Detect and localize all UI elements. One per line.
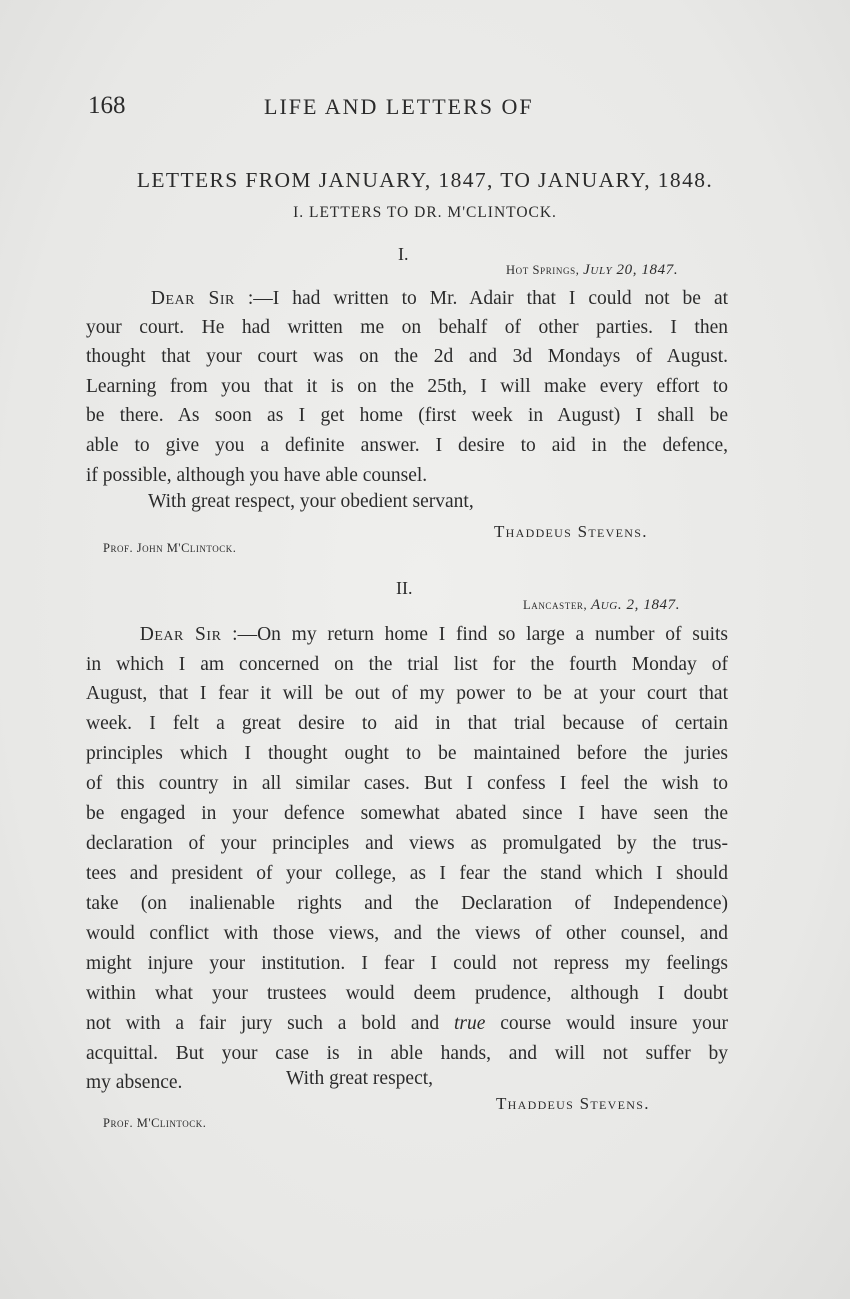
letter-1-line-6: able to give you a definite answer. I desire to aid in the defence, xyxy=(86,435,728,456)
letter-2-line-8: declaration of your principles and views as promulgated by the trus- xyxy=(86,833,728,854)
letter-2-numeral: II. xyxy=(396,578,413,598)
letter-1-line-4: Learning from you that it is on the 25th, I will make every effort to xyxy=(86,376,728,397)
letter-2-line-4: week. I felt a great desire to aid in that trial because of certain xyxy=(86,713,728,734)
letter-2-line-9: tees and president of your college, as I fear the stand which I should xyxy=(86,863,728,884)
letter-1-line-3: thought that your court was on the 2d and 3d Mondays of August. xyxy=(86,346,728,367)
letter-2-line-13: within what your trustees would deem prudence, although I doubt xyxy=(86,983,728,1004)
letter-1-place: Hot Springs, xyxy=(506,263,580,277)
letter-1-line-2: your court. He had written me on behalf of other parties. I then xyxy=(86,317,728,338)
letter-2-line-1: Dear Sir :—On my return home I find so large a number of suits xyxy=(139,624,729,645)
letter-2-line-10: take (on inalienable rights and the Declaration of Independence) xyxy=(86,893,728,914)
running-head: LIFE AND LETTERS OF xyxy=(264,94,534,119)
page-number: 168 xyxy=(88,92,126,119)
letter-1-line-7: if possible, although you have able counsel. xyxy=(86,465,428,486)
sub-title: I. LETTERS TO DR. M'CLINTOCK. xyxy=(293,204,557,221)
letter-2-dateline xyxy=(523,597,680,614)
letter-2-line-11: would conflict with those views, and the views of other counsel, and xyxy=(86,923,728,944)
letter-2-line-5: principles which I thought ought to be maintained before the juries xyxy=(86,743,728,764)
letter-1-dateline xyxy=(506,262,678,279)
letter-2-line-14: not with a fair jury such a bold and true course would insure your xyxy=(86,1013,728,1034)
letter-1-closing: With great respect, your obedient servant, xyxy=(148,491,474,512)
letter-1-addressee: Prof. John M'Clintock. xyxy=(103,541,237,555)
letter-2-line-6: of this country in all similar cases. But I confess I feel the wish to xyxy=(86,773,728,794)
letter-2-place: Lancaster, xyxy=(523,598,588,612)
emphasis-true: true xyxy=(453,1013,486,1034)
letter-2-signature: Thaddeus Stevens. xyxy=(496,1094,650,1113)
letter-1-numeral: I. xyxy=(398,244,409,264)
letter-2-addressee: Prof. M'Clintock. xyxy=(103,1116,207,1130)
letter-1-signature: Thaddeus Stevens. xyxy=(494,522,648,541)
letter-2-line-7: be engaged in your defence somewhat abated since I have seen the xyxy=(86,803,728,824)
letter-2-line-3: August, that I fear it will be out of my power to be at your court that xyxy=(86,683,728,704)
letter-2-line-15: acquittal. But your case is in able hands, and will not suffer by xyxy=(86,1043,728,1064)
letter-1-line-5: be there. As soon as I get home (first week in August) I shall be xyxy=(86,405,728,426)
letter-2-line-16: my absence. xyxy=(86,1072,183,1093)
letter-2-line-2: in which I am concerned on the trial list for the fourth Monday of xyxy=(86,654,728,675)
letter-2-date: Aug. 2, 1847. xyxy=(591,597,681,613)
letter-1-salutation: Dear Sir xyxy=(150,288,235,309)
letter-2-salutation: Dear Sir xyxy=(139,624,222,645)
letter-1-line-1: Dear Sir :—I had written to Mr. Adair that I could not be at xyxy=(150,288,729,309)
letter-2-closing: With great respect, xyxy=(286,1068,434,1089)
letter-1-date: July 20, 1847. xyxy=(583,262,679,278)
section-title: LETTERS FROM JANUARY, 1847, TO JANUARY, 1848. xyxy=(136,168,714,192)
letter-2-line-12: might injure your institution. I fear I could not repress my feelings xyxy=(86,953,728,974)
